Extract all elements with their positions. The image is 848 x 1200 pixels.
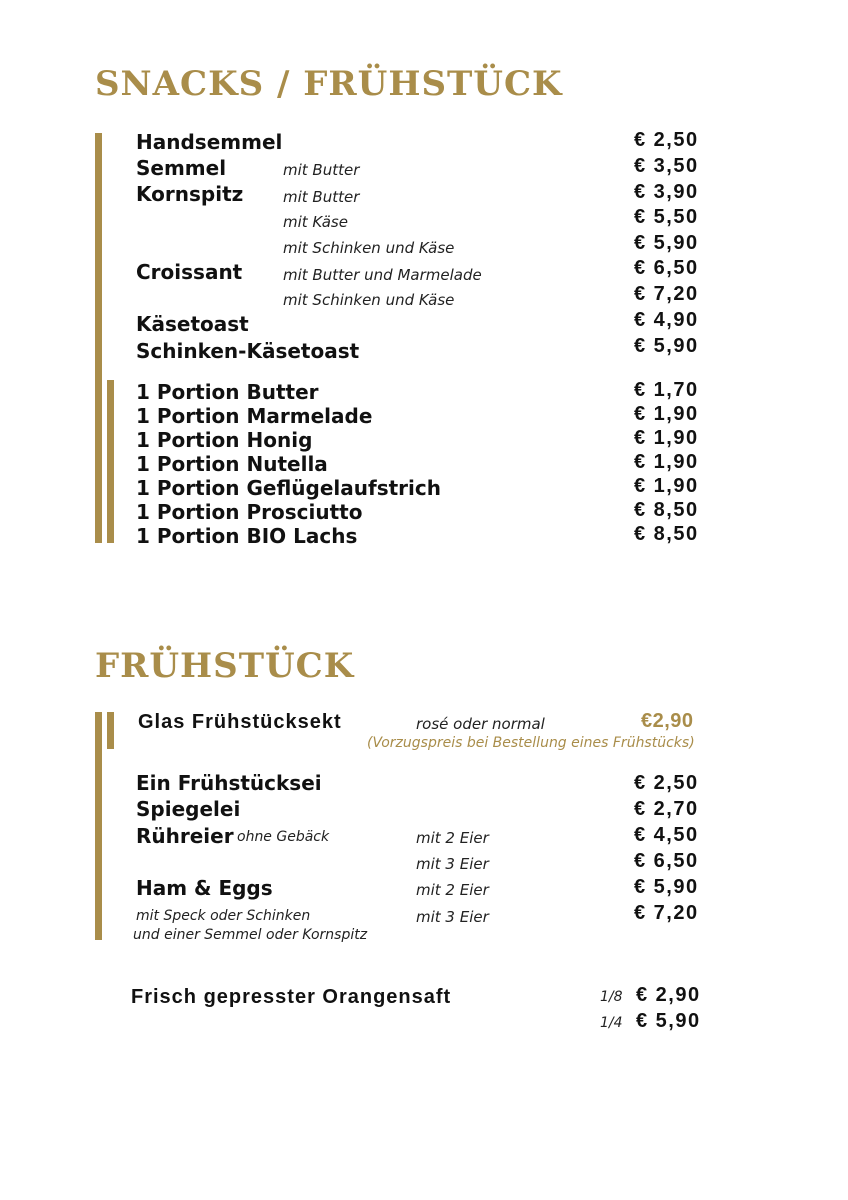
egg-note: ohne Gebäck [237,829,330,845]
snacks-title: SNACKS / FRÜHSTÜCK [95,64,563,104]
item-note: mit Schinken und Käse [283,291,455,309]
portion-name: 1 Portion Prosciutto [136,500,363,524]
sekt-price: €2,90 [641,710,694,732]
portion-price: € 1,90 [634,427,699,449]
orangensaft-size: 1/4 [600,1015,623,1031]
item-name: Croissant [136,260,243,284]
item-name: Kornspitz [136,182,244,206]
item-name: Schinken-Käsetoast [136,339,360,363]
item-note: mit Butter [283,161,360,179]
sekt-note: rosé oder normal [416,715,545,733]
item-price: € 4,90 [634,309,699,331]
item-price: € 3,50 [634,155,699,177]
egg-note: und einer Semmel oder Kornspitz [133,927,368,943]
egg-option: mit 3 Eier [416,855,489,873]
item-price: € 2,50 [634,129,699,151]
orangensaft-price: € 5,90 [636,1010,701,1032]
portion-name: 1 Portion BIO Lachs [136,524,358,548]
item-price: € 7,20 [634,283,699,305]
orangensaft-size: 1/8 [600,989,623,1005]
portion-name: 1 Portion Butter [136,380,319,404]
orangensaft-name: Frisch gepresster Orangensaft [131,986,452,1008]
item-name: Semmel [136,156,227,180]
item-note: mit Butter [283,188,360,206]
egg-price: € 6,50 [634,850,699,872]
fruehstueck-title: FRÜHSTÜCK [95,646,355,686]
item-note: mit Butter und Marmelade [283,266,482,284]
portion-price: € 1,90 [634,403,699,425]
item-price: € 5,90 [634,335,699,357]
item-price: € 6,50 [634,257,699,279]
portion-name: 1 Portion Nutella [136,452,328,476]
accent-bar-sekt [107,712,114,749]
portion-name: 1 Portion Honig [136,428,313,452]
egg-name: Spiegelei [136,797,241,821]
portion-price: € 1,90 [634,451,699,473]
accent-bar-portions [107,380,114,543]
egg-note: mit Speck oder Schinken [136,908,311,924]
egg-name: Rühreier [136,824,234,848]
item-name: Käsetoast [136,312,249,336]
egg-price: € 2,70 [634,798,699,820]
item-price: € 5,50 [634,206,699,228]
item-note: mit Käse [283,213,348,231]
portion-price: € 8,50 [634,523,699,545]
egg-price: € 4,50 [634,824,699,846]
accent-bar-fruehstueck [95,712,102,940]
egg-option: mit 3 Eier [416,908,489,926]
portion-price: € 8,50 [634,499,699,521]
item-note: mit Schinken und Käse [283,239,455,257]
egg-price: € 5,90 [634,876,699,898]
egg-option: mit 2 Eier [416,881,489,899]
accent-bar-snacks [95,133,102,543]
egg-name: Ein Frühstücksei [136,771,322,795]
sekt-name: Glas Frühstücksekt [138,711,342,733]
egg-name: Ham & Eggs [136,876,273,900]
item-price: € 5,90 [634,232,699,254]
portion-name: 1 Portion Geflügelaufstrich [136,476,441,500]
item-price: € 3,90 [634,181,699,203]
item-name: Handsemmel [136,130,283,154]
egg-price: € 2,50 [634,772,699,794]
sekt-subnote: (Vorzugspreis bei Bestellung eines Frühstücks) [367,735,695,751]
egg-price: € 7,20 [634,902,699,924]
portion-price: € 1,70 [634,379,699,401]
portion-price: € 1,90 [634,475,699,497]
egg-option: mit 2 Eier [416,829,489,847]
portion-name: 1 Portion Marmelade [136,404,373,428]
orangensaft-price: € 2,90 [636,984,701,1006]
